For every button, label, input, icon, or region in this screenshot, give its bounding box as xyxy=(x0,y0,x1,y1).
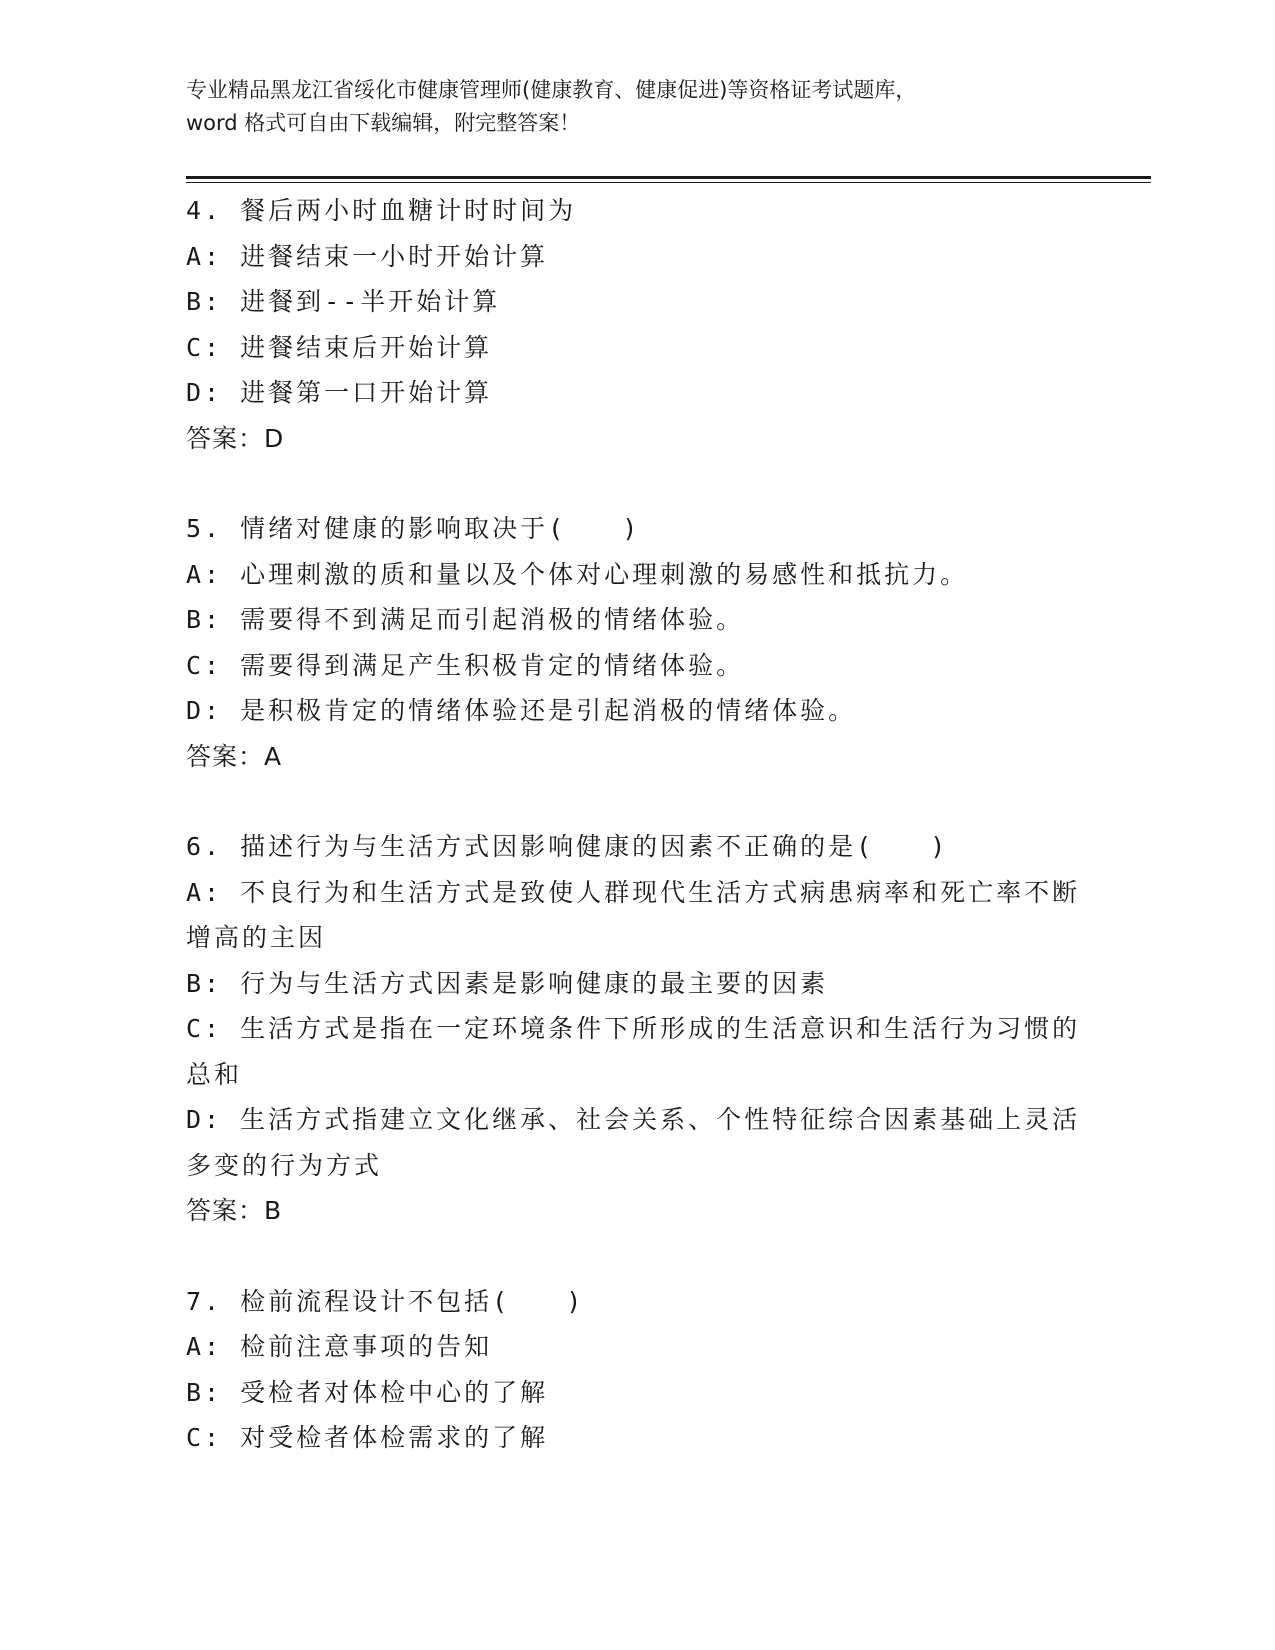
option-d: D: 生活方式指建立文化继承、社会关系、个性特征综合因素基础上灵活多变的行为方式 xyxy=(186,1105,1081,1180)
question-6 xyxy=(186,824,1086,1234)
option-a: A: 心理刺激的质和量以及个体对心理刺激的易感性和抵抗力。 xyxy=(186,559,969,589)
question-list xyxy=(186,188,1086,1461)
option-c: C: 生活方式是指在一定环境条件下所形成的生活意识和生活行为习惯的总和 xyxy=(186,1014,1081,1089)
question-spacer xyxy=(186,779,1086,824)
question-stem: 5. 情绪对健康的影响取决于( ) xyxy=(186,514,641,543)
option-c: C: 对受检者体检需求的了解 xyxy=(186,1423,549,1452)
question-spacer xyxy=(186,1234,1086,1279)
question-stem: 6. 描述行为与生活方式因影响健康的因素不正确的是( ) xyxy=(186,832,949,861)
answer-line: 答案：A xyxy=(186,741,283,771)
header-line-1: 专业精品黑龙江省绥化市健康管理师(健康教育、健康促进)等资格证考试题库， xyxy=(186,78,917,102)
question-7 xyxy=(186,1279,1086,1461)
option-a: A: 不良行为和生活方式是致使人群现代生活方式病患病率和死亡率不断增高的主因 xyxy=(186,877,1081,952)
question-5 xyxy=(186,506,1086,779)
answer-line: 答案：D xyxy=(186,423,285,453)
question-spacer xyxy=(186,461,1086,506)
question-stem: 4. 餐后两小时血糖计时时间为 xyxy=(186,196,577,225)
question-4 xyxy=(186,188,1086,461)
header-line-2: word 格式可自由下载编辑，附完整答案！ xyxy=(186,111,581,135)
answer-line: 答案：B xyxy=(186,1196,283,1225)
header-divider-thin xyxy=(186,182,1151,183)
option-a: A: 进餐结束一小时开始计算 xyxy=(186,241,549,271)
option-c: C: 需要得到满足产生积极肯定的情绪体验。 xyxy=(186,650,745,680)
header-divider-thick xyxy=(186,176,1151,179)
option-b: B: 需要得不到满足而引起消极的情绪体验。 xyxy=(186,605,745,634)
question-stem: 7. 检前流程设计不包括( ) xyxy=(186,1286,585,1316)
document-header xyxy=(186,74,1086,140)
option-b: B: 进餐到--半开始计算 xyxy=(186,287,501,316)
option-b: B: 受检者对体检中心的了解 xyxy=(186,1377,549,1407)
option-c: C: 进餐结束后开始计算 xyxy=(186,332,493,362)
option-d: D: 是积极肯定的情绪体验还是引起消极的情绪体验。 xyxy=(186,696,857,725)
option-d: D: 进餐第一口开始计算 xyxy=(186,378,493,407)
option-b: B: 行为与生活方式因素是影响健康的最主要的因素 xyxy=(186,968,829,998)
option-a: A: 检前注意事项的告知 xyxy=(186,1332,493,1361)
